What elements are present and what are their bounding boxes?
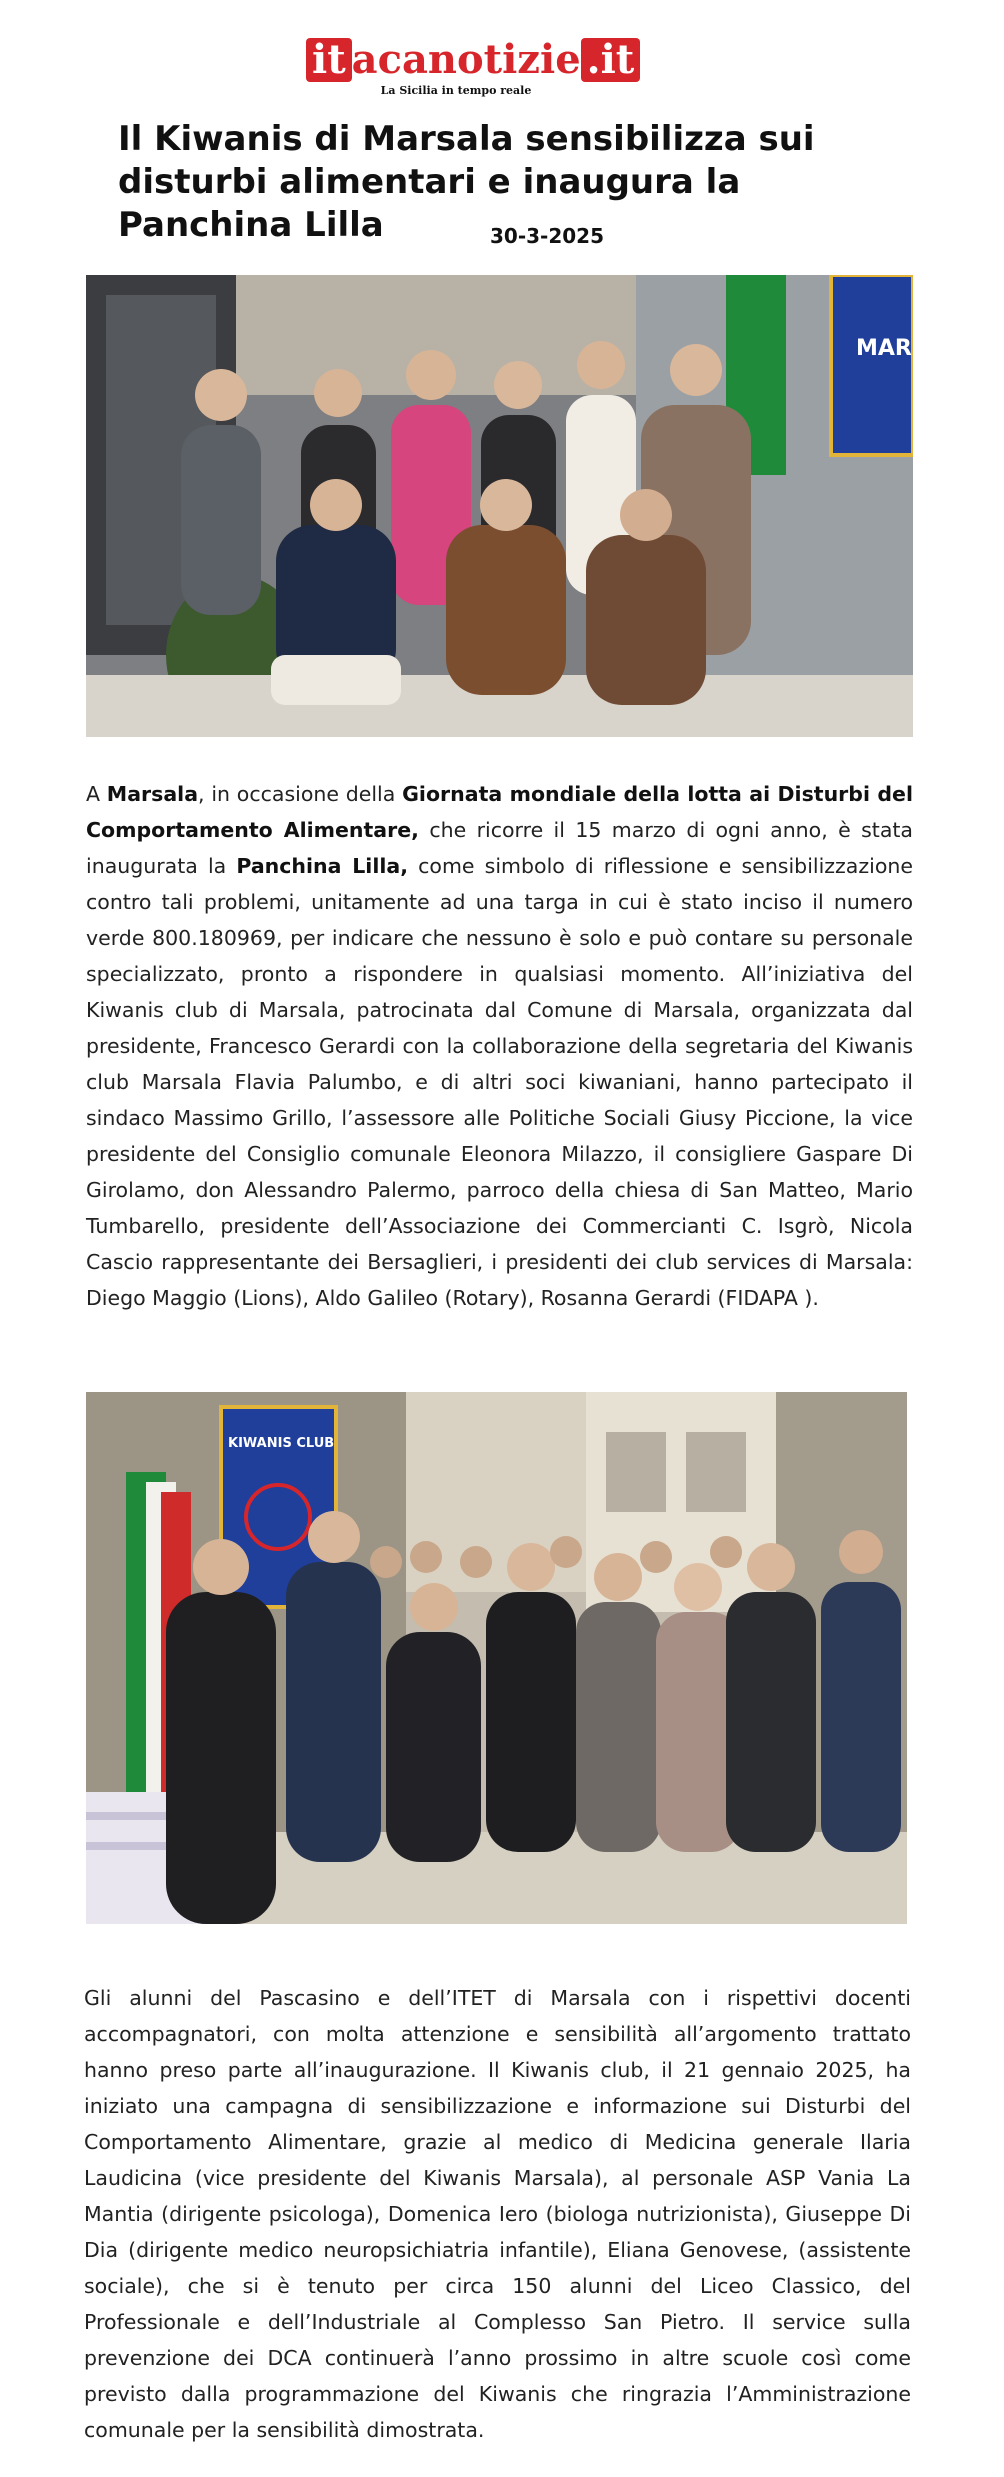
logo-part-tld: .it	[581, 38, 641, 82]
logo-part-notizie: notizie	[427, 36, 581, 83]
p1-bold-panchina: Panchina Lilla,	[236, 854, 408, 878]
logo-part-aca: aca	[351, 36, 428, 83]
p1-bold-marsala: Marsala	[106, 782, 199, 806]
article-paragraph-2: Gli alunni del Pascasino e dell’ITET di Marsala con i rispettivi docenti accompagnatori, con molta attenzione e sensibilità all’argomento trattato hanno preso parte all’inaugurazione. Il Kiwanis club, il 21 gennaio 2025, ha iniziato una campagna di sensibilizzazione e informazione sui Disturbi del Comportamento Alimentare, grazie al medico di Medicina generale Ilaria Laudicina (vice presidente del Kiwanis Marsala), al personale ASP Vania La Mantia (dirigente psicologa), Domenica Iero (biologa nutrizionista), Giuseppe Di Dia (dirigente medico neuropsichiatria infantile), Eliana Genovese, (assistente sociale), che si è tenuto per circa 150 alunni del Liceo Classico, del Professionale e dell’Industriale al Complesso San Pietro. Il service sulla prevenzione dei DCA continuerà l’anno prossimo in altre scuole così come previsto dalla programmazione del Kiwanis che ringrazia l’Amministrazione comunale per la sensibilità dimostrata.	[84, 1986, 911, 2442]
article-photo-group	[86, 275, 913, 737]
article-photo-street-group	[86, 1392, 907, 1924]
photo2-banner-text: KIWANIS CLUB	[228, 1436, 335, 1451]
p1-text-2: , in occasione della	[198, 782, 403, 806]
site-logo[interactable]	[306, 36, 635, 100]
logo-part-it: it	[306, 38, 352, 82]
article-title: Il Kiwanis di Marsala sensibilizza sui disturbi alimentari e inaugura la Panchina Lilla	[118, 119, 815, 245]
article-paragraph-1	[86, 776, 913, 1316]
logo-wordmark	[306, 36, 635, 83]
p1-text-3: che ricorre il 15 marzo di ogni anno, è stata inaugurata la	[86, 818, 913, 878]
article-date: 30-3-2025	[490, 224, 605, 248]
p1-text-1: A	[86, 782, 107, 806]
p1-bold-giornata: Giornata mondiale della lotta ai Disturbi del Comportamento Alimentare,	[86, 782, 913, 842]
p1-text-4: come simbolo di riflessione e sensibilizzazione contro tali problemi, unitamente ad una targa in cui è stato inciso il numero verde 800.180969, per indicare che nessuno è solo e può contare su personale specializzato, pronto a rispondere in qualsiasi momento. All’iniziativa del Kiwanis club di Marsala, patrocinata dal Comune di Marsala, organizzata dal presidente, Francesco Gerardi con la collaborazione della segretaria del Kiwanis club Marsala Flavia Palumbo, e di altri soci kiwaniani, hanno partecipato il sindaco Massimo Grillo, l’assessore alle Politiche Sociali Giusy Piccione, la vice presidente del Consiglio comunale Eleonora Milazzo, il consigliere Gaspare Di Girolamo, don Alessandro Palermo, parroco della chiesa di San Matteo, Mario Tumbarello, presidente dell’Associazione dei Commercianti C. Isgrò, Nicola Cascio rappresentante dei Bersaglieri, i presidenti dei club services di Marsala: Diego Maggio (Lions), Aldo Galileo (Rotary), Rosanna Gerardi (FIDAPA ).	[86, 854, 913, 1310]
photo1-banner-text: MAR	[856, 336, 912, 361]
logo-tagline: La Sicilia in tempo reale	[380, 84, 532, 97]
